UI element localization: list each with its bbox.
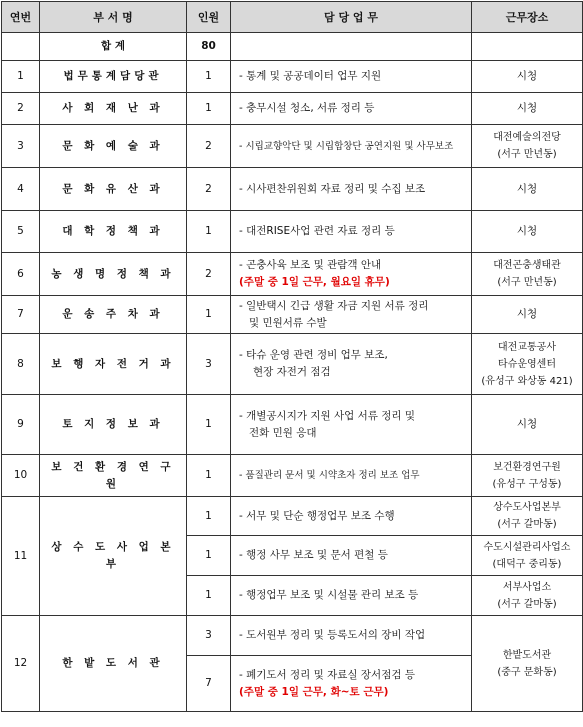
table-row (2, 334, 583, 395)
duty-text: - 개별공시지가 지원 사업 서류 정리 및 (239, 409, 415, 422)
row-count: 2 (187, 125, 231, 168)
location-address: (유성구 구성동) (492, 478, 562, 490)
location-address: (서구 갈마동) (497, 598, 557, 610)
row-count: 1 (187, 93, 231, 125)
row-count: 1 (187, 61, 231, 93)
row-no: 5 (2, 211, 40, 253)
row-duty: - 통계 및 공공데이터 업무 지원 (231, 61, 472, 93)
location-name: 서부사업소 (502, 581, 552, 593)
table-row (2, 616, 583, 656)
duty-text: - 일반택시 긴급 생활 자금 지원 서류 정리 (239, 299, 429, 312)
total-label: 합 계 (40, 33, 187, 61)
row-no: 7 (2, 296, 40, 334)
row-count: 1 (187, 395, 231, 455)
duty-note: (주말 중 1일 근무, 화~토 근무) (239, 685, 389, 698)
header-location: 근무장소 (472, 2, 583, 33)
row-dept: 문 화 유 산 과 (40, 168, 187, 211)
row-dept: 보 건 환 경 연 구 원 (40, 455, 187, 497)
location-address: (유성구 와상동 421) (481, 375, 573, 387)
duty-note: (주말 중 1일 근무, 월요일 휴무) (239, 276, 390, 288)
row-location (472, 497, 583, 536)
row-duty: - 품질관리 문서 및 시약초자 정리 보조 업무 (231, 455, 472, 497)
table-row (2, 395, 583, 455)
row-count: 1 (187, 211, 231, 253)
row-dept: 한 밭 도 서 관 (40, 616, 187, 712)
row-duty (231, 334, 472, 395)
row-duty (231, 656, 472, 712)
location-address: (대덕구 중리동) (492, 558, 562, 570)
row-count: 3 (187, 334, 231, 395)
row-no: 1 (2, 61, 40, 93)
duty-text: - 타슈 운영 관련 정비 업무 보조, (239, 349, 388, 361)
row-location (472, 125, 583, 168)
row-count: 1 (187, 497, 231, 536)
table-row (2, 497, 583, 536)
row-dept: 대 학 정 책 과 (40, 211, 187, 253)
location-address: (서구 만년동) (497, 149, 557, 160)
location-address: (중구 문화동) (497, 666, 557, 678)
header-duty: 담 당 업 무 (231, 2, 472, 33)
row-count: 2 (187, 168, 231, 211)
duty-text-continued: 전화 민원 응대 (249, 426, 317, 439)
row-duty (231, 296, 472, 334)
row-duty (231, 253, 472, 296)
total-count: 80 (187, 33, 231, 61)
row-dept: 상 수 도 사 업 본 부 (40, 497, 187, 616)
header-count: 인원 (187, 2, 231, 33)
row-dept: 법무통계담당관 (40, 61, 187, 93)
row-dept: 문 화 예 술 과 (40, 125, 187, 168)
table-row (2, 93, 583, 125)
row-no: 9 (2, 395, 40, 455)
row-location (472, 253, 583, 296)
row-no: 4 (2, 168, 40, 211)
row-count: 2 (187, 253, 231, 296)
table-row (2, 125, 583, 168)
row-no: 2 (2, 93, 40, 125)
row-duty: - 서무 및 단순 행정업무 보조 수행 (231, 497, 472, 536)
location-name: 대전곤충생태관 (493, 260, 561, 271)
location-name: 대전교통공사 (498, 341, 556, 353)
duty-text: - 곤충사육 보조 및 관람객 안내 (239, 259, 382, 271)
duty-text: - 폐기도서 정리 및 자료실 장서점검 등 (239, 668, 415, 681)
row-dept: 운 송 주 차 과 (40, 296, 187, 334)
row-location: 시청 (472, 93, 583, 125)
header-dept: 부 서 명 (40, 2, 187, 33)
row-count: 1 (187, 296, 231, 334)
location-subname: 타슈운영센터 (498, 358, 556, 370)
location-name: 상수도사업본부 (493, 502, 561, 513)
row-location (472, 616, 583, 712)
row-location (472, 536, 583, 576)
row-location: 시청 (472, 211, 583, 253)
location-name: 대전예술의전당 (493, 132, 561, 143)
header-row (2, 2, 583, 33)
row-duty (231, 395, 472, 455)
table-row (2, 61, 583, 93)
staffing-table (1, 1, 583, 712)
row-duty: - 대전RISE사업 관련 자료 정리 등 (231, 211, 472, 253)
row-count: 1 (187, 455, 231, 497)
row-location: 시청 (472, 395, 583, 455)
row-no: 11 (2, 497, 40, 616)
table-row (2, 455, 583, 497)
row-duty: - 시사편찬위원회 자료 정리 및 수집 보조 (231, 168, 472, 211)
row-dept: 농 생 명 정 책 과 (40, 253, 187, 296)
row-duty: - 행정업무 보조 및 시설물 관리 보조 등 (231, 576, 472, 616)
row-location (472, 576, 583, 616)
table-row (2, 168, 583, 211)
row-location (472, 455, 583, 497)
location-name: 한밭도서관 (502, 649, 552, 661)
row-no: 8 (2, 334, 40, 395)
duty-text-continued: 현장 자전거 점검 (253, 366, 331, 378)
row-duty: - 시립교향악단 및 시립합창단 공연지원 및 사무보조 (231, 125, 472, 168)
row-location (472, 334, 583, 395)
row-location: 시청 (472, 61, 583, 93)
row-count: 3 (187, 616, 231, 656)
duty-text-continued: 및 민원서류 수발 (249, 316, 327, 329)
row-no: 10 (2, 455, 40, 497)
table-row (2, 253, 583, 296)
row-duty: - 도서원부 정리 및 등록도서의 장비 작업 (231, 616, 472, 656)
table-row (2, 296, 583, 334)
location-address: (서구 만년동) (497, 277, 557, 288)
row-count: 1 (187, 536, 231, 576)
total-row (2, 33, 583, 61)
row-no: 12 (2, 616, 40, 712)
header-no: 연번 (2, 2, 40, 33)
row-location: 시청 (472, 296, 583, 334)
location-name: 보건환경연구원 (493, 461, 561, 473)
row-no: 3 (2, 125, 40, 168)
row-count: 1 (187, 576, 231, 616)
row-dept: 보 행 자 전 거 과 (40, 334, 187, 395)
row-location: 시청 (472, 168, 583, 211)
row-count: 7 (187, 656, 231, 712)
table-row (2, 211, 583, 253)
location-name: 수도시설관리사업소 (483, 541, 571, 553)
row-dept: 토 지 정 보 과 (40, 395, 187, 455)
row-no: 6 (2, 253, 40, 296)
row-dept: 사 회 재 난 과 (40, 93, 187, 125)
row-duty: - 행정 사무 보조 및 문서 편철 등 (231, 536, 472, 576)
row-duty: - 충무시설 청소, 서류 정리 등 (231, 93, 472, 125)
location-address: (서구 갈마동) (497, 519, 557, 530)
